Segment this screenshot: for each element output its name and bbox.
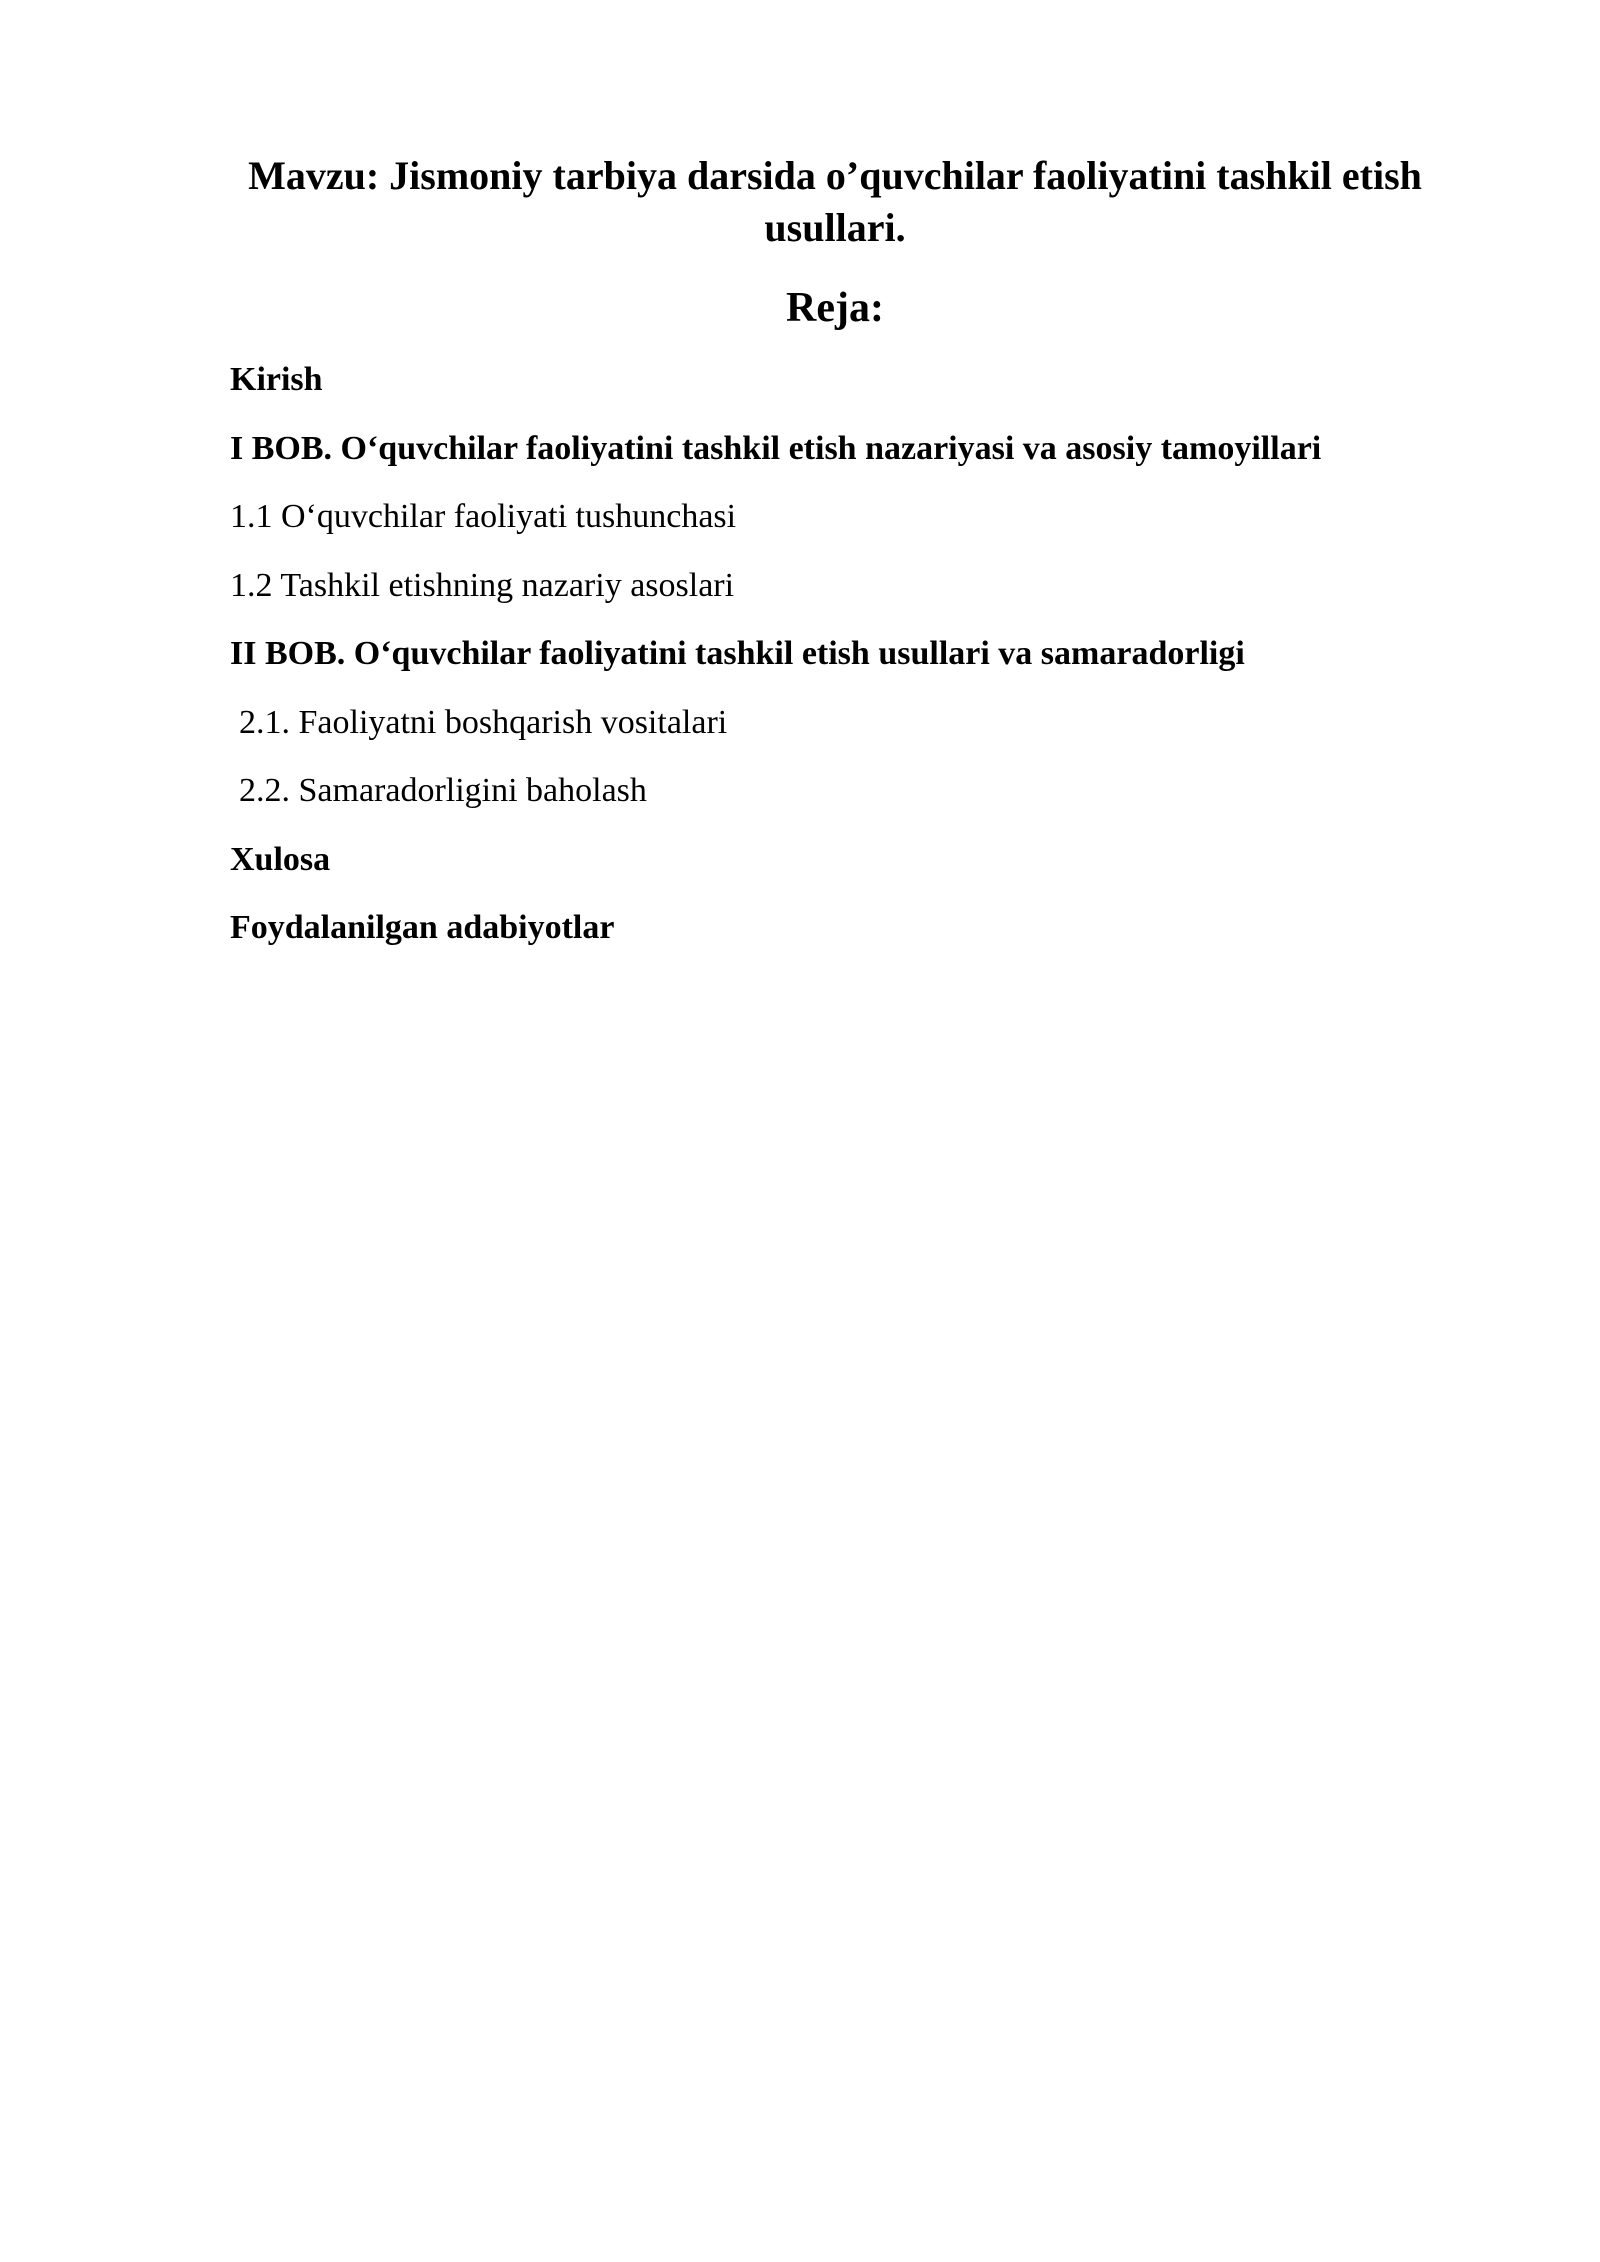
toc-item-section-2-1: 2.1. Faoliyatni boshqarish vositalari [239,703,728,741]
toc-item-chapter-1: I BOB. O‘quvchilar faoliyatini tashkil etish nazariyasi va asosiy tamoyillari [230,429,1322,467]
document-title: Mavzu: Jismoniy tarbiya darsida o’quvchilar faoliyatini tashkil etish usullari. [248,153,1422,250]
toc-item-section-1-1: 1.1 O‘quvchilar faoliyati tushunchasi [230,498,737,535]
toc-item-introduction: Kirish [230,361,323,398]
toc-item-section-2-2: 2.2. Samaradorligini baholash [239,772,647,809]
table-of-contents [230,354,1490,971]
toc-item-conclusion: Xulosa [230,840,331,878]
toc-item-references: Foydalanilgan adabiyotlar [230,909,615,946]
toc-item-section-1-2: 1.2 Tashkil etishning nazariy asoslari [230,566,735,604]
plan-heading: Reja: [786,285,884,331]
toc-item-chapter-2: II BOB. O‘quvchilar faoliyatini tashkil etish usullari va samaradorligi [230,635,1245,672]
